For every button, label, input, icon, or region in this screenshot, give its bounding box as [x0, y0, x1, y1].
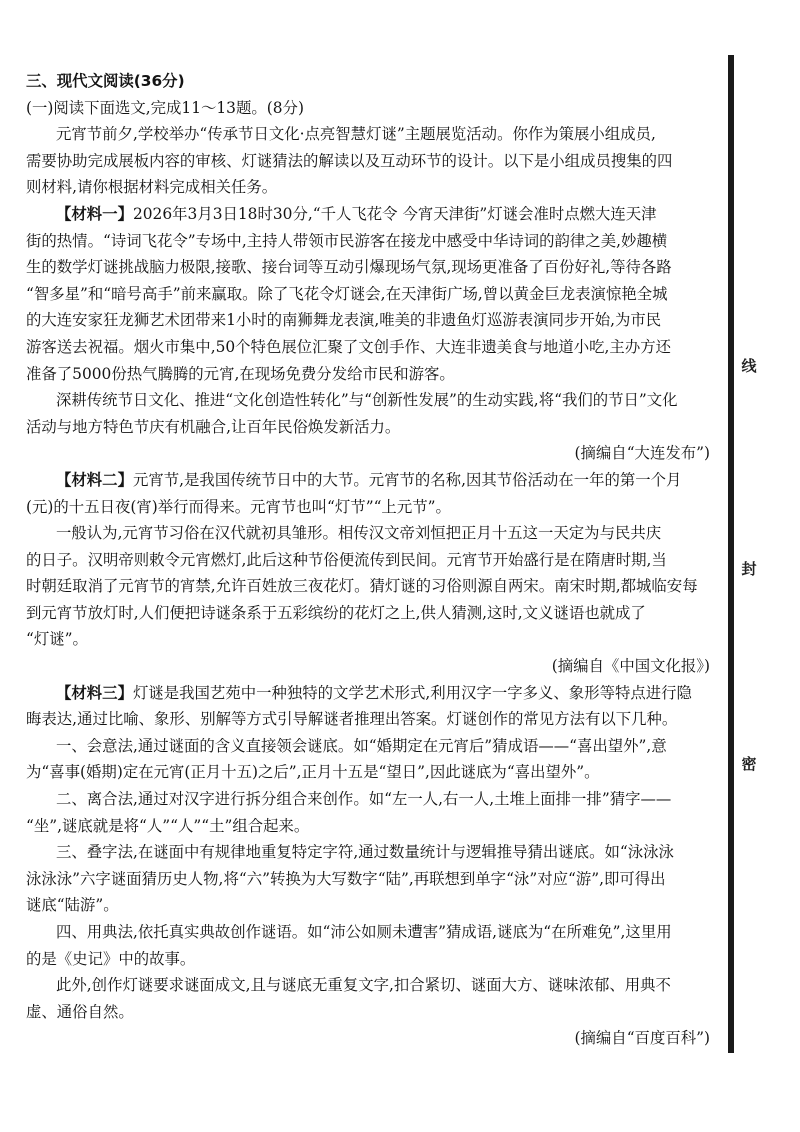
- material-two: [26, 467, 714, 680]
- text-line: 活动与地方特色节庆有机融合,让百年民俗焕发新活力。: [26, 417, 401, 436]
- text-line: 晦表达,通过比喻、象形、别解等方式引导解谜者推理出答案。灯谜创作的常见方法有以下几种。: [26, 710, 678, 729]
- text-line: “灯谜”。: [26, 630, 88, 649]
- text-line: 则材料,请你根据材料完成相关任务。: [26, 178, 278, 197]
- text-line: 街的热情。“诗词飞花令”专场中,主持人带领市民游客在接龙中感受中华诗词的韵律之美,妙趣横: [26, 231, 668, 250]
- section-title: 三、现代文阅读(36分): [26, 72, 185, 90]
- text-line: 准备了5000份热气腾腾的元宵,在现场免费分发给市民和游客。: [26, 364, 455, 383]
- text-line: 的是《史记》中的故事。: [26, 949, 196, 968]
- text-line: 谜底“陆游”。: [26, 896, 119, 915]
- intro-paragraph: [26, 121, 714, 201]
- material-label: 【材料一】: [56, 204, 133, 223]
- text-line: 时朝廷取消了元宵节的宵禁,允许百姓放三夜花灯。猜灯谜的习俗则源自两宋。南宋时期,都城临安每: [26, 577, 698, 596]
- binding-mark: 线: [741, 357, 757, 375]
- text-line: 生的数学灯谜挑战脑力极限,接歌、接台词等互动引爆现场气氛,现场更准备了百份好礼,等待各路: [26, 258, 672, 277]
- text-line: “智多星”和“暗号高手”前来赢取。除了飞花令灯谜会,在天津街广场,曾以黄金巨龙表演惊艳全城: [26, 284, 668, 303]
- material-text: 2026年3月3日18时30分,“千人飞花令 今宵天津街”灯谜会准时点燃大连天津: [132, 204, 657, 223]
- binding-mark: 封: [741, 560, 757, 578]
- text-line: 的大连安家狂龙狮艺术团带来1小时的南狮舞龙表演,唯美的非遗鱼灯巡游表演同步开始,为市民: [26, 311, 662, 330]
- text-line: [26, 201, 714, 228]
- text-line: 二、离合法,通过对汉字进行拆分组合来创作。如“左一人,右一人,土堆上面排一排”猜字——: [56, 790, 672, 809]
- text-line: 元宵节前夕,学校举办“传承节日文化·点亮智慧灯谜”主题展览活动。你作为策展小组成员,: [56, 125, 656, 144]
- section-instruction: (一)阅读下面选文,完成11～13题。(8分): [26, 98, 304, 117]
- binding-mark: 密: [741, 755, 757, 773]
- binding-line: [728, 55, 734, 1053]
- source-citation: (摘编自《中国文化报》): [551, 657, 710, 676]
- text-line: 需要协助完成展板内容的审核、灯谜猜法的解读以及互动环节的设计。以下是小组成员搜集的四: [26, 151, 673, 170]
- text-line: 游客送去祝福。烟火市集中,50个特色展位汇聚了文创手作、大连非遗美食与地道小吃,主办方还: [26, 337, 671, 356]
- text-line: 泳泳泳”六字谜面猜历史人物,将“六”转换为大写数字“陆”,再联想到单字“泳”对应“游”,即可得出: [26, 869, 666, 888]
- text-line: “坐”,谜底就是将“人”“人”“土”组合起来。: [26, 816, 310, 835]
- reading-passage: [26, 68, 714, 1052]
- text-line: 为“喜事(婚期)定在元宵(正月十五)之后”,正月十五是“望日”,因此谜底为“喜出望外”。: [26, 763, 600, 782]
- text-line: [26, 467, 714, 494]
- text-line: 深耕传统节日文化、推进“文化创造性转化”与“创新性发展”的生动实践,将“我们的节日”文化: [56, 391, 678, 410]
- text-line: 虚、通俗自然。: [26, 1002, 134, 1021]
- text-line: 四、用典法,依托真实典故创作谜语。如“沛公如厕未遭害”猜成语,谜底为“在所难免”,这里用: [56, 923, 672, 941]
- material-label: 【材料三】: [56, 683, 133, 702]
- text-line: 一般认为,元宵节习俗在汉代就初具雏形。相传汉文帝刘恒把正月十五这一天定为与民共庆: [56, 524, 662, 543]
- text-line: 到元宵节放灯时,人们便把诗谜条系于五彩缤纷的花灯之上,供人猜测,这时,文义谜语也就成了: [26, 603, 646, 622]
- text-line: 的日子。汉明帝则敕令元宵燃灯,此后这种节俗便流传到民间。元宵节开始盛行是在隋唐时期,当: [26, 550, 667, 569]
- text-line: 三、叠字法,在谜面中有规律地重复特定字符,通过数量统计与逻辑推导猜出谜底。如“泳泳泳: [56, 843, 674, 862]
- material-one: [26, 201, 714, 467]
- text-line: (元)的十五日夜(宵)举行而得来。元宵节也叫“灯节”“上元节”。: [26, 497, 451, 516]
- source-citation: (摘编自“大连发布”): [574, 444, 710, 463]
- text-line: [26, 680, 714, 707]
- text-line: 此外,创作灯谜要求谜面成文,且与谜底无重复文字,扣合紧切、谜面大方、谜味浓郁、用典不: [56, 976, 671, 995]
- material-label: 【材料二】: [56, 470, 133, 489]
- material-text: 灯谜是我国艺苑中一种独特的文学艺术形式,利用汉字一字多义、象形等特点进行隐: [132, 683, 692, 702]
- material-three: [26, 680, 714, 1052]
- material-text: 元宵节,是我国传统节日中的大节。元宵节的名称,因其节俗活动在一年的第一个月: [132, 470, 682, 489]
- text-line: 一、会意法,通过谜面的含义直接领会谜底。如“婚期定在元宵后”猜成语——“喜出望外”,意: [56, 736, 667, 755]
- source-citation: (摘编自“百度百科”): [574, 1029, 710, 1048]
